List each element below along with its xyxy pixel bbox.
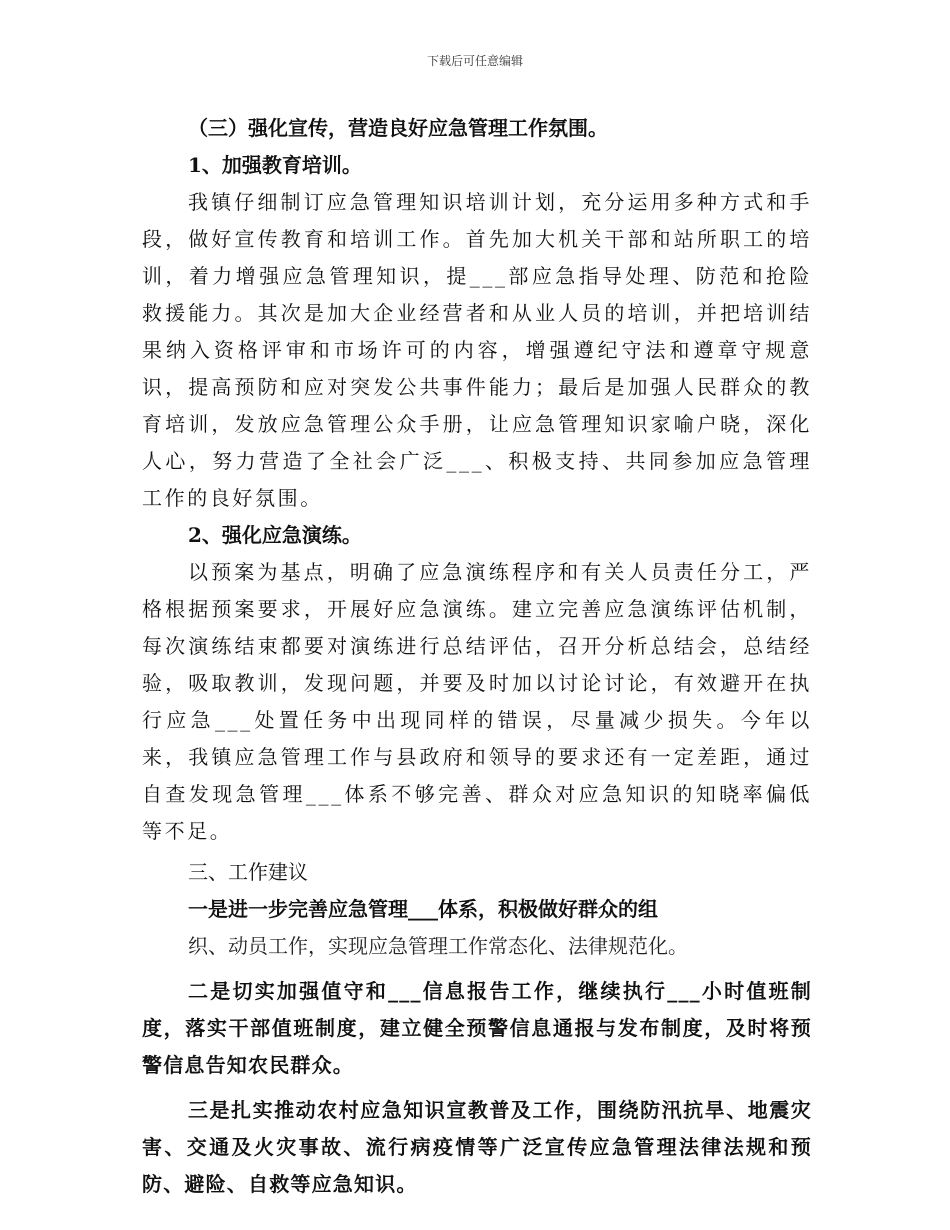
paragraph-drills: 以预案为基点，明确了应急演练程序和有关人员责任分工，严格根据预案要求，开展好应急演练。建立完善应急演练评估机制，每次演练结束都要对演练进行总结评估，召开分析总结会，总结经验，吸取教训，发现问题，并要及时加以讨论讨论，有效避开在执行应急___处置任务中出现同样的错误，尽量减少损失。今年以来，我镇应急管理工作与县政府和领导的要求还有一定差距，通过自查发现急管理___体系不够完善、群众对应急知识的知晓率偏低等不足。 bbox=[142, 560, 812, 843]
suggestion-1-lead: 一是进一步完善应急管理___体系，积极做好群众的组 bbox=[188, 897, 658, 921]
suggestion-1-continued: 织、动员工作，实现应急管理工作常态化、法律规范化。 bbox=[188, 934, 688, 958]
paragraph-training: 我镇仔细制订应急管理知识培训计划，充分运用多种方式和手段，做好宣传教育和培训工作。首先加大机关干部和站所职工的培训，着力增强应急管理知识，提___部应急指导处理、防范和抢险救援能力。其次是加大企业经营者和从业人员的培训，并把培训结果纳入资格评审和市场许可的内容，增强遵纪守法和遵章守规意识，提高预防和应对突发公共事件能力；最后是加强人民群众的教育培训，发放应急管理公众手册，让应急管理知识家喻户晓，深化人心，努力营造了全社会广泛___、积极支持、共同参加应急管理工作的良好氛围。 bbox=[142, 190, 812, 510]
suggestion-2: 二是切实加强值守和___信息报告工作，继续执行___小时值班制度，落实干部值班制度，建立健全预警信息通报与发布制度，及时将预警信息告知农民群众。 bbox=[142, 979, 812, 1077]
page-header: 下载后可任意编辑 bbox=[426, 54, 523, 68]
subsection-heading-training: 1、加强教育培训。 bbox=[188, 153, 362, 177]
document-body bbox=[142, 110, 812, 1203]
section-title: （三）强化宣传，营造良好应急管理工作氛围。 bbox=[188, 116, 608, 140]
subsection-heading-drills: 2、强化应急演练。 bbox=[188, 523, 362, 547]
suggestion-3: 三是扎实推动农村应急知识宣教普及工作，围绕防汛抗旱、地震灾害、交通及火灾事故、流行病疫情等广泛宣传应急管理法律法规和预防、避险、自救等应急知识。 bbox=[142, 1098, 812, 1196]
section-heading-suggestions: 三、工作建议 bbox=[188, 860, 308, 884]
